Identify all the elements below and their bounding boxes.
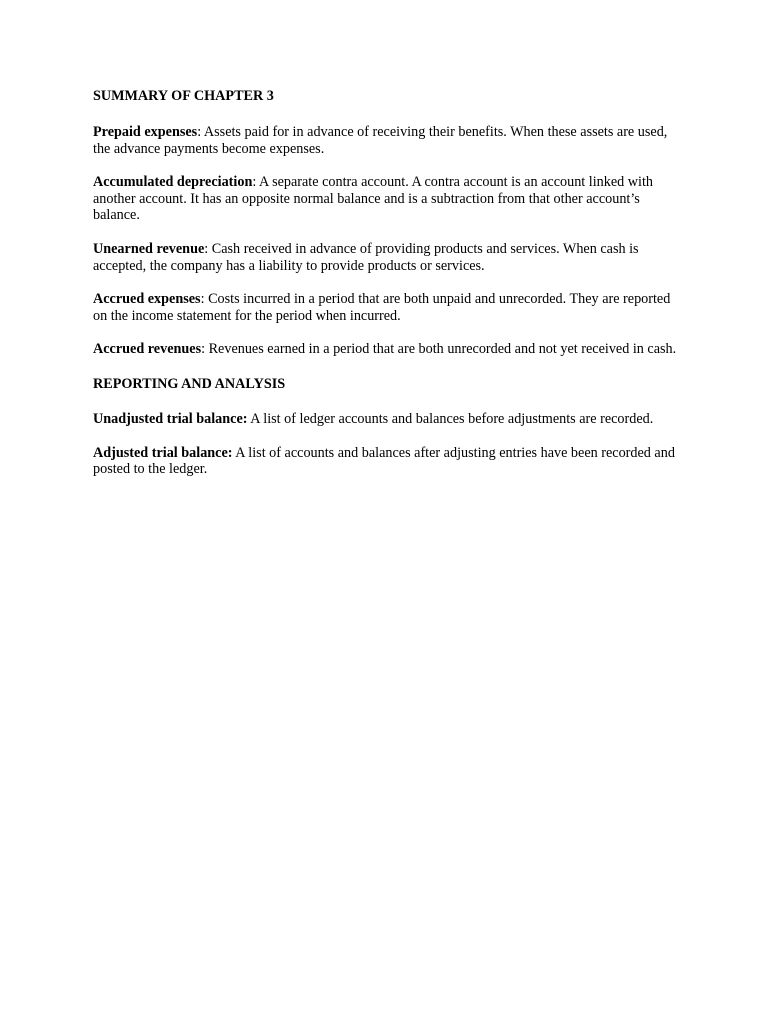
glossary-entry-accrued-expenses [93, 291, 683, 324]
term-separator: : [197, 124, 202, 140]
glossary-term: Accumulated depreciation [93, 174, 253, 191]
term-separator: : [204, 240, 209, 257]
section-heading-summary: SUMMARY OF CHAPTER 3 [93, 88, 274, 104]
glossary-definition: Revenues earned in a period that are both unrecorded and not yet received in cash. [205, 341, 677, 358]
term-separator: : [252, 174, 257, 191]
glossary-term: Unearned revenue [93, 240, 205, 257]
glossary-entry-unadjusted-trial-balance [93, 411, 683, 428]
glossary-entry-unearned-revenue [93, 241, 683, 274]
glossary-term: Prepaid expenses [93, 124, 198, 140]
glossary-term: Accrued revenues [93, 341, 202, 358]
document-page [93, 87, 683, 495]
glossary-definition: A separate contra account. A contra account is an account linked with another account. It has an opposite normal balance and is a subtraction from that other account’s balance. [93, 174, 654, 224]
glossary-term: Accrued expenses [93, 291, 201, 308]
glossary-definition: A list of accounts and balances after adjusting entries have been recorded and posted to the ledger. [93, 444, 675, 478]
glossary-definition: A list of ledger accounts and balances before adjustments are recorded. [247, 410, 654, 427]
glossary-definition: Costs incurred in a period that are both unpaid and unrecorded. They are reported on the income statement for the period when incurred. [93, 291, 671, 324]
glossary-definition: Assets paid for in advance of receiving their benefits. When these assets are used, the advance payments become expenses. [93, 124, 668, 157]
glossary-term: Adjusted trial balance: [93, 444, 233, 461]
glossary-entry-adjusted-trial-balance [93, 445, 683, 478]
term-separator: : [201, 341, 206, 358]
glossary-entry-prepaid-expenses [93, 124, 683, 157]
section-heading-reporting: REPORTING AND ANALYSIS [93, 375, 286, 392]
glossary-term: Unadjusted trial balance: [93, 410, 248, 427]
glossary-definition: Cash received in advance of providing products and services. When cash is accepted, the company has a liability to provide products or services. [93, 240, 639, 274]
term-separator: : [200, 291, 205, 308]
glossary-entry-accrued-revenues [93, 341, 683, 358]
glossary-entry-accumulated-depreciation [93, 174, 683, 224]
